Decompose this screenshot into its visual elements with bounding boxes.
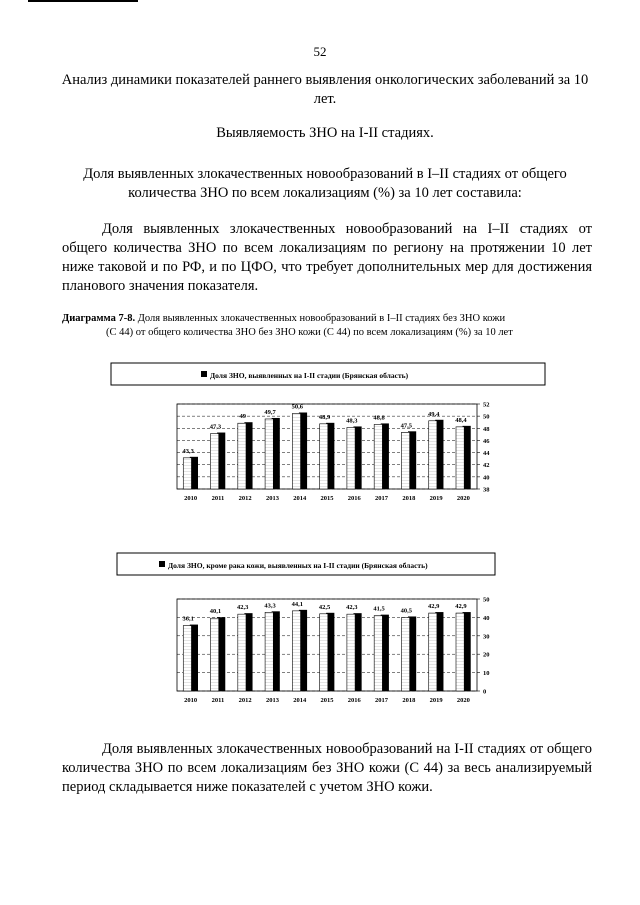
x-tick-label: 2018: [402, 495, 416, 502]
bar: [265, 419, 273, 489]
data-label: 42,5: [318, 603, 331, 611]
x-tick-label: 2011: [211, 697, 225, 704]
caption-line1: Доля выявленных злокачественных новообразований в I–II стадиях без ЗНО кожи: [135, 313, 506, 324]
data-label: 43,3: [182, 447, 194, 455]
x-tick-label: 2015: [320, 697, 334, 704]
paragraph-main: Доля выявленных злокачественных новообразований на I–II стадиях от общего количества ЗНО по всем локализациям по региону на протяжении 10 лет ниже таковой и по РФ, и по ЦФО, что требует дополнительных мер для достижения планового значения показателя.: [62, 221, 592, 294]
page-heading: Анализ динамики показателей раннего выявления онкологических заболеваний за 10 лет.: [61, 72, 589, 107]
bar: [401, 432, 409, 489]
top-rule: [28, 0, 138, 2]
data-label: 49,7: [264, 408, 276, 416]
bar: [347, 427, 355, 489]
data-label: 41,5: [373, 605, 385, 613]
y-tick-label: 44: [483, 450, 490, 458]
page-number: 52: [313, 44, 327, 59]
bar: [265, 612, 273, 691]
x-tick-label: 2012: [238, 495, 252, 502]
legend-text: Доля ЗНО, выявленных на I-II стадии (Брянская область): [210, 371, 409, 380]
paragraph-conclusion: Доля выявленных злокачественных новообразований на I-II стадиях от общего количества ЗНО по всем локализациям без ЗНО кожи (С 44) за весь анализируемый период складывается ниже показателей с учетом ЗНО кожи.: [62, 741, 592, 795]
chart-caption: [62, 312, 602, 340]
x-tick-label: 2017: [375, 495, 389, 502]
chart-1-svg: [110, 362, 560, 507]
x-tick-label: 2013: [265, 697, 279, 704]
bar: [456, 427, 464, 489]
x-tick-label: 2015: [320, 495, 334, 502]
bar: [238, 614, 246, 691]
y-tick-label: 46: [483, 437, 490, 445]
data-label: 40,1: [209, 608, 222, 616]
bar: [429, 613, 437, 691]
data-label: 47,3: [209, 423, 222, 431]
x-tick-label: 2019: [429, 697, 443, 704]
bar: [238, 423, 246, 489]
legend-swatch: [159, 561, 165, 567]
x-tick-label: 2019: [429, 495, 443, 502]
intro-text: Доля выявленных злокачественных новообразований в I–II стадиях от общего количества ЗНО по всем локализациям (%) за 10 лет составила:: [83, 166, 567, 201]
legend-text: Доля ЗНО, кроме рака кожи, выявленных на I-II стадии (Брянская область): [168, 561, 428, 570]
legend-swatch: [201, 371, 207, 377]
x-tick-label: 2014: [293, 495, 307, 502]
data-label: 48,9: [318, 413, 331, 421]
y-tick-label: 0: [483, 688, 487, 696]
x-tick-label: 2018: [402, 697, 416, 704]
bar: [183, 626, 191, 691]
data-label: 42,9: [427, 603, 440, 611]
bar: [183, 458, 191, 489]
chart-2: [110, 552, 560, 717]
x-tick-label: 2011: [211, 495, 225, 502]
x-tick-label: 2020: [456, 495, 470, 502]
bar: [320, 614, 328, 691]
x-tick-label: 2016: [347, 495, 361, 502]
x-tick-label: 2013: [265, 495, 279, 502]
chart-1: [110, 362, 560, 512]
bar: [211, 618, 219, 691]
caption-label: Диаграмма 7-8.: [62, 313, 136, 324]
section-subheading: Выявляемость ЗНО на I-II стадиях.: [216, 125, 434, 141]
data-label: 42,3: [237, 604, 249, 612]
x-tick-label: 2012: [238, 697, 252, 704]
bar: [374, 424, 382, 489]
data-label: 48,4: [455, 416, 467, 424]
bar: [401, 617, 409, 691]
x-tick-label: 2017: [375, 697, 389, 704]
x-tick-label: 2010: [184, 495, 198, 502]
y-tick-label: 52: [483, 401, 490, 409]
bar: [429, 421, 437, 489]
x-tick-label: 2020: [456, 697, 470, 704]
bar: [292, 611, 300, 691]
x-tick-label: 2010: [184, 697, 198, 704]
chart-2-svg: [110, 552, 560, 712]
bar: [211, 434, 219, 489]
bar: [347, 614, 355, 691]
data-label: 42,9: [455, 603, 467, 611]
data-label: 49: [239, 413, 246, 421]
y-tick-label: 10: [483, 670, 490, 678]
data-label: 48,3: [346, 417, 358, 425]
data-label: 48,8: [373, 414, 385, 422]
caption-line2: (С 44) от общего количества ЗНО без ЗНО кожи (С 44) по всем локализациям (%) за 10 лет: [106, 327, 513, 338]
data-label: 50,6: [291, 403, 303, 411]
bar: [292, 414, 300, 490]
y-tick-label: 30: [483, 633, 490, 641]
bar: [456, 613, 464, 691]
bar: [320, 424, 328, 489]
y-tick-label: 50: [483, 596, 490, 604]
data-label: 47,5: [400, 422, 413, 430]
x-tick-label: 2014: [293, 697, 307, 704]
y-tick-label: 38: [483, 486, 490, 494]
y-tick-label: 42: [483, 462, 490, 470]
y-tick-label: 48: [483, 425, 490, 433]
y-tick-label: 40: [483, 474, 490, 482]
y-tick-label: 20: [483, 651, 490, 659]
y-tick-label: 50: [483, 413, 490, 421]
data-label: 42,3: [346, 604, 358, 612]
data-label: 43,3: [264, 602, 276, 610]
data-label: 49,4: [427, 410, 440, 418]
bar: [374, 616, 382, 691]
data-label: 40,5: [400, 607, 413, 615]
data-label: 36,1: [182, 615, 194, 623]
data-label: 44,1: [291, 600, 303, 608]
y-tick-label: 40: [483, 614, 490, 622]
x-tick-label: 2016: [347, 697, 361, 704]
